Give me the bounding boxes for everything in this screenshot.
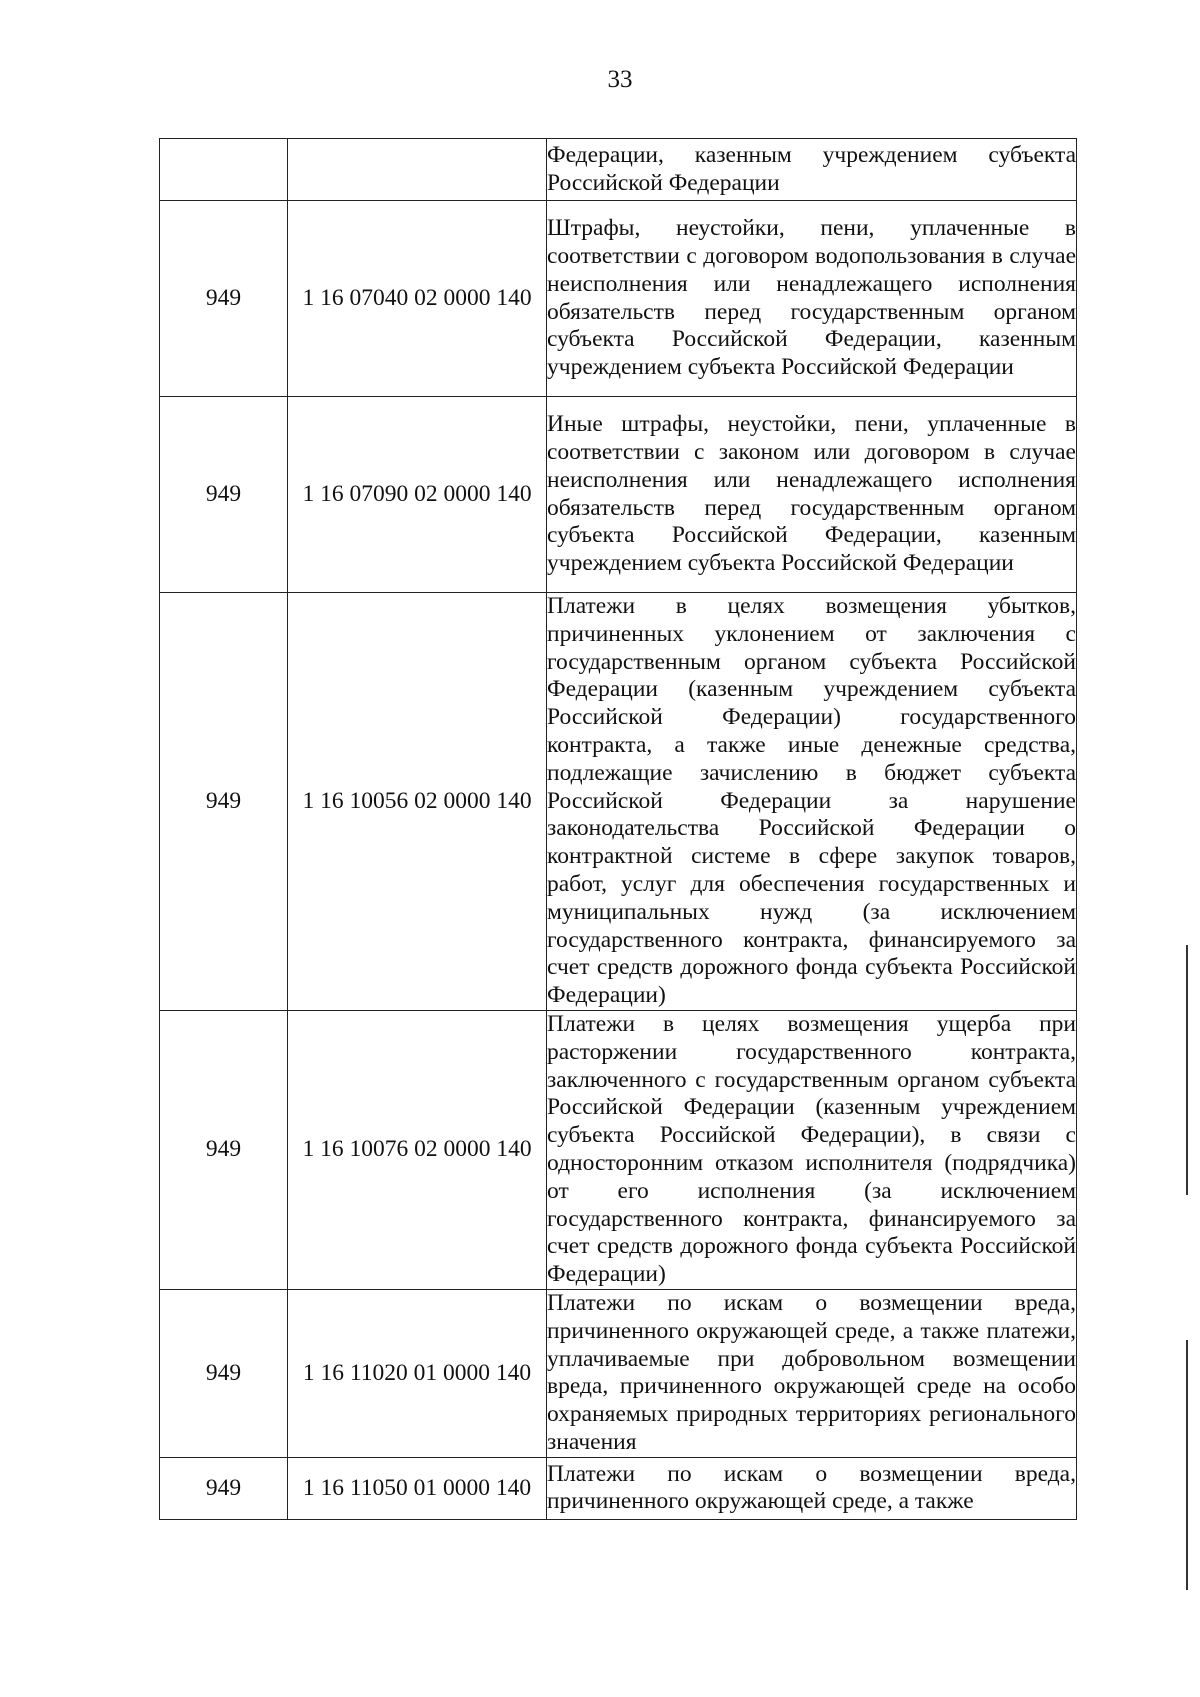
page-number: 33 <box>607 66 633 93</box>
description-cell <box>547 1289 1077 1457</box>
table-row <box>160 593 1077 1011</box>
description-text: Платежи по искам о возмещении вреда, причиненного окружающей среде, а также <box>547 1460 1076 1515</box>
description-cell <box>547 593 1077 1011</box>
description-cell <box>547 1010 1077 1289</box>
table-row <box>160 397 1077 593</box>
budget-code-cell: 1 16 10056 02 0000 140 <box>288 593 547 1011</box>
description-text: Платежи по искам о возмещении вреда, причиненного окружающей среде, а также платежи, уплачиваемые при добровольном возмещении вреда, причиненного окружающей среде на особо охраняемых природных территориях регионального значения <box>547 1290 1076 1456</box>
admin-code-cell: 949 <box>160 1289 288 1457</box>
table-row <box>160 139 1077 201</box>
budget-code-cell: 1 16 07040 02 0000 140 <box>288 201 547 397</box>
description-cell <box>547 201 1077 397</box>
admin-code-cell: 949 <box>160 201 288 397</box>
budget-code-cell: 1 16 07090 02 0000 140 <box>288 397 547 593</box>
description-text: Платежи в целях возмещения ущерба при расторжении государственного контракта, заключенного с государственным органом субъекта Российской Федерации (казенным учреждением субъекта Российской Федерации), в связи с односторонним отказом исполнителя (подрядчика) от его исполнения (за исключением государственного контракта, финансируемого за счет средств дорожного фонда субъекта Российской Федерации) <box>547 1010 1076 1288</box>
description-text: Штрафы, неустойки, пени, уплаченные в соответствии с договором водопользования в случае неисполнения или ненадлежащего исполнения обязательств перед государственным органом субъекта Российской Федерации, казенным учреждением субъекта Российской Федерации <box>547 215 1076 381</box>
admin-code-cell: 949 <box>160 593 288 1011</box>
scan-artifact-line <box>1186 1340 1188 1590</box>
description-text: Платежи в целях возмещения убытков, причиненных уклонением от заключения с государственным органом субъекта Российской Федерации (казенным учреждением субъекта Российской Федерации) государственного контракта, а также иные денежные средства, подлежащие зачислению в бюджет субъекта Российской Федерации за нарушение законодательства Российской Федерации о контрактной системе в сфере закупок товаров, работ, услуг для обеспечения государственных и муниципальных нужд (за исключением государственного контракта, финансируемого за счет средств дорожного фонда субъекта Российской Федерации) <box>547 593 1076 1009</box>
budget-code-cell: 1 16 10076 02 0000 140 <box>288 1010 547 1289</box>
budget-code-cell: 1 16 11020 01 0000 140 <box>288 1289 547 1457</box>
description-text: Федерации, казенным учреждением субъекта Российской Федерации <box>547 141 1076 196</box>
scan-artifact-line <box>1186 945 1188 1195</box>
table-row <box>160 1289 1077 1457</box>
admin-code-cell: 949 <box>160 1457 288 1519</box>
budget-code-cell: 1 16 11050 01 0000 140 <box>288 1457 547 1519</box>
budget-code-cell <box>288 139 547 201</box>
description-cell <box>547 1457 1077 1519</box>
admin-code-cell: 949 <box>160 397 288 593</box>
admin-code-cell: 949 <box>160 1010 288 1289</box>
description-text: Иные штрафы, неустойки, пени, уплаченные в соответствии с законом или договором в случае неисполнения или ненадлежащего исполнения обязательств перед государственным органом субъекта Российской Федерации, казенным учреждением субъекта Российской Федерации <box>547 411 1076 577</box>
description-cell <box>547 397 1077 593</box>
description-cell <box>547 139 1077 201</box>
table-row <box>160 201 1077 397</box>
budget-codes-table <box>159 138 1077 1520</box>
table-row <box>160 1457 1077 1519</box>
admin-code-cell <box>160 139 288 201</box>
table-row <box>160 1010 1077 1289</box>
